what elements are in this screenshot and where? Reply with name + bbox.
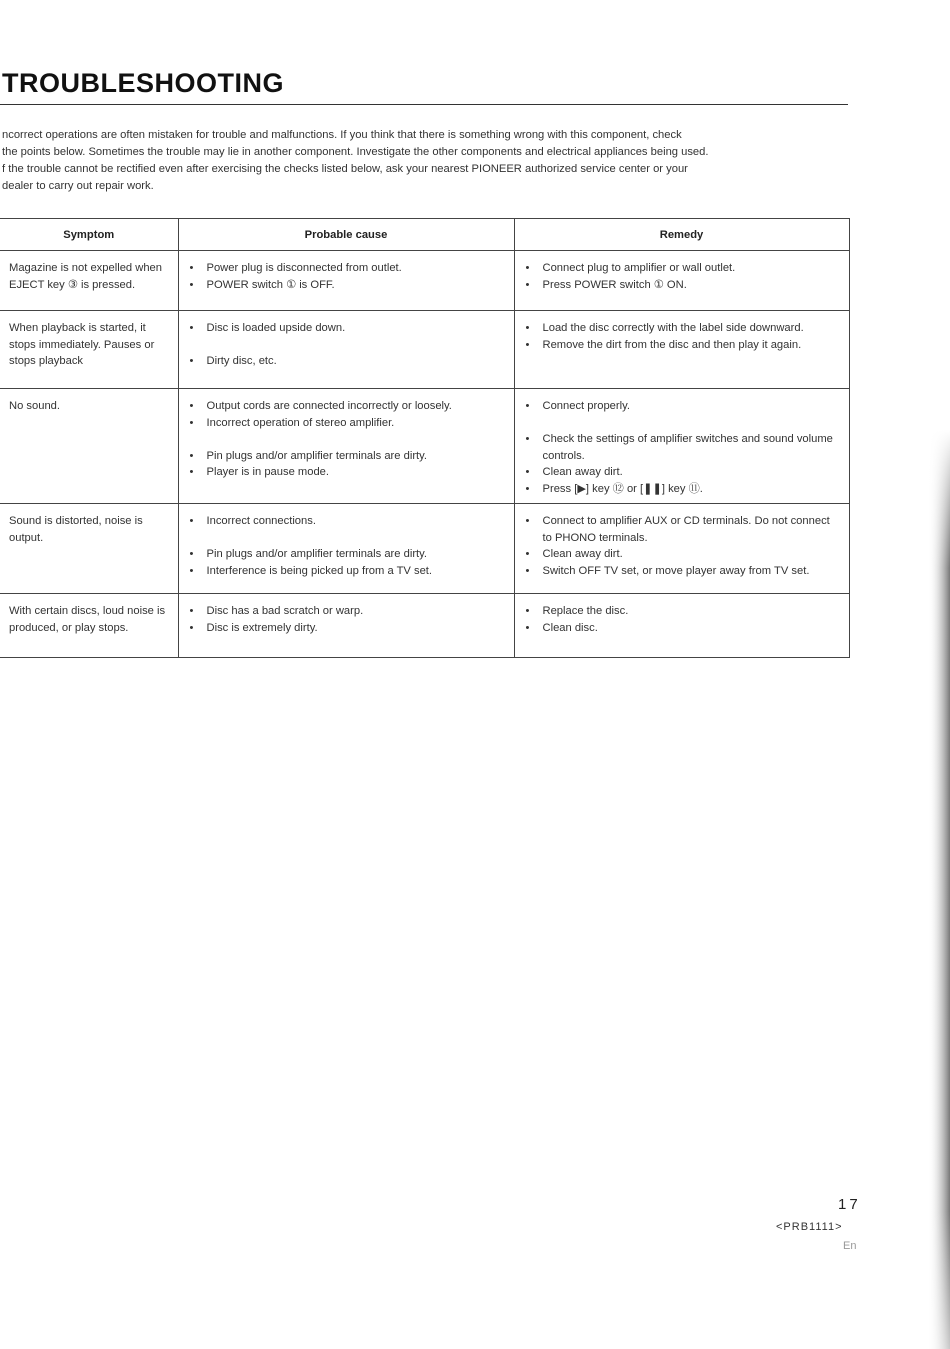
remedy-cell <box>514 594 849 658</box>
remedy-item: • Clean disc. <box>523 620 841 637</box>
cause-item: • Dirty disc, etc. <box>187 353 506 370</box>
remedy-item: • Clean away dirt. <box>523 464 841 481</box>
title-rule <box>0 104 848 105</box>
table-row <box>0 389 849 504</box>
remedy-item: • Connect plug to amplifier or wall outlet. <box>523 260 841 277</box>
document-code: <PRB1111> <box>776 1221 843 1233</box>
header-probable-cause: Probable cause <box>178 219 514 251</box>
table-header-row <box>0 219 849 251</box>
cause-item: • Pin plugs and/or amplifier terminals are dirty. <box>187 546 506 563</box>
remedy-cell <box>514 504 849 594</box>
cause-cell <box>178 251 514 311</box>
symptom-cell: Magazine is not expelled when EJECT key ③ is pressed. <box>0 251 178 311</box>
cause-cell <box>178 389 514 504</box>
cause-cell <box>178 594 514 658</box>
cause-item: • Disc has a bad scratch or warp. <box>187 603 506 620</box>
remedy-item: • Replace the disc. <box>523 603 841 620</box>
remedy-item: • Load the disc correctly with the label side downward. <box>523 320 841 337</box>
language-code: En <box>843 1240 857 1252</box>
remedy-cell <box>514 251 849 311</box>
intro-line: the points below. Sometimes the trouble may lie in another component. Investigate the other components and electrical appliances being used. <box>2 146 709 158</box>
remedy-item: • Connect to amplifier AUX or CD terminals. Do not connect to PHONO terminals. <box>523 513 841 546</box>
table-row <box>0 251 849 311</box>
remedy-item: • Remove the dirt from the disc and then play it again. <box>523 337 841 354</box>
symptom-cell: Sound is distorted, noise is output. <box>0 504 178 594</box>
cause-item: • Pin plugs and/or amplifier terminals are dirty. <box>187 448 506 465</box>
cause-item: • Output cords are connected incorrectly or loosely. <box>187 398 506 415</box>
cause-item: • Power plug is disconnected from outlet. <box>187 260 506 277</box>
cause-item: • Disc is extremely dirty. <box>187 620 506 637</box>
table-row <box>0 311 849 389</box>
remedy-item: • Switch OFF TV set, or move player away from TV set. <box>523 563 841 580</box>
table-row <box>0 504 849 594</box>
intro-paragraph <box>2 127 849 195</box>
symptom-cell: With certain discs, loud noise is produced, or play stops. <box>0 594 178 658</box>
intro-line: f the trouble cannot be rectified even after exercising the checks listed below, ask your nearest PIONEER authorized service center or your <box>2 163 688 175</box>
cause-cell <box>178 504 514 594</box>
symptom-cell: When playback is started, it stops immediately. Pauses or stops playback <box>0 311 178 389</box>
remedy-item: • Check the settings of amplifier switches and sound volume controls. <box>523 431 841 464</box>
cause-item: • Player is in pause mode. <box>187 464 506 481</box>
table-row <box>0 594 849 658</box>
page-number: 17 <box>838 1196 861 1213</box>
troubleshooting-table <box>0 218 850 658</box>
cause-item: • POWER switch ① is OFF. <box>187 277 506 294</box>
scan-edge-shadow <box>928 430 950 1349</box>
header-symptom: Symptom <box>0 219 178 251</box>
remedy-item: • Connect properly. <box>523 398 841 415</box>
intro-line: dealer to carry out repair work. <box>2 180 154 192</box>
remedy-item: • Clean away dirt. <box>523 546 841 563</box>
remedy-cell <box>514 311 849 389</box>
cause-item: • Interference is being picked up from a TV set. <box>187 563 506 580</box>
page-title: TROUBLESHOOTING <box>2 68 284 98</box>
symptom-cell: No sound. <box>0 389 178 504</box>
cause-item: • Disc is loaded upside down. <box>187 320 506 337</box>
intro-line: ncorrect operations are often mistaken for trouble and malfunctions. If you think that there is something wrong with this component, check <box>2 129 682 141</box>
header-remedy: Remedy <box>514 219 849 251</box>
remedy-cell <box>514 389 849 504</box>
cause-cell <box>178 311 514 389</box>
remedy-item: • Press [▶] key ⑫ or [❚❚] key ⑪. <box>523 481 841 498</box>
remedy-item: • Press POWER switch ① ON. <box>523 277 841 294</box>
cause-item: • Incorrect connections. <box>187 513 506 530</box>
cause-item: • Incorrect operation of stereo amplifier. <box>187 415 506 432</box>
